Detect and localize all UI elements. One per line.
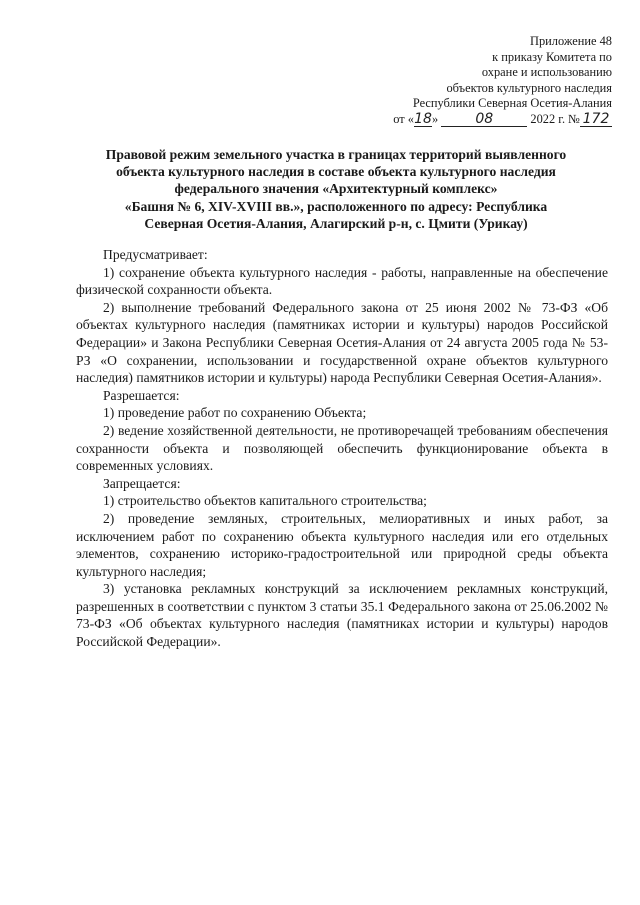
- appendix-header: [352, 34, 612, 128]
- section-heading-prohibited: Запрещается:: [103, 475, 181, 491]
- section-heading-allowed: Разрешается:: [103, 387, 180, 403]
- appendix-line: к приказу Комитета по: [492, 49, 612, 64]
- order-date-line: [352, 112, 612, 128]
- paragraph: 2) ведение хозяйственной деятельности, не противоречащей требованиям обеспечения сохранности объекта и позволяющей обеспечить функционирование объекта в современных условиях.: [76, 422, 608, 474]
- handwritten-number: 172: [580, 113, 612, 127]
- appendix-line: объектов культурного наследия: [446, 80, 612, 95]
- title-line: федерального значения «Архитектурный комплекс»: [174, 181, 498, 197]
- paragraph: 1) строительство объектов капитального строительства;: [103, 493, 427, 509]
- paragraph: 3) установка рекламных конструкций за исключением рекламных конструкций, разрешенных в соответствии с пунктом 3 статьи 35.1 Федерального закона от 25.06.2002 № 73-ФЗ «Об объектах культурного наследия (памятниках истории и культуры) народов Российской Федерации».: [76, 581, 608, 650]
- appendix-line: Республики Северная Осетия-Алания: [412, 96, 612, 111]
- paragraph: 2) выполнение требований Федерального закона от 25 июня 2002 № 73-ФЗ «Об объектах культурного наследия (памятниках истории и культуры) народов Российской Федерации» и Закона Республики Северная Осетия-Алания от 24 августа 2005 года № 53-РЗ «О сохранении, использовании и государственной охране объектов культурного наследия) памятников истории и культуры) народа Республики Северная Осетия-Алания».: [76, 299, 608, 386]
- date-mid: »: [431, 111, 439, 126]
- year-and-number-label: 2022 г. №: [530, 111, 580, 126]
- date-prefix: от «: [393, 111, 414, 126]
- title-line: «Башня № 6, XIV-XVIII вв.», расположенного по адресу: Республика: [124, 198, 548, 214]
- document-body: [76, 246, 608, 651]
- section-heading-provides: Предусматривает:: [103, 247, 208, 262]
- title-line: Правовой режим земельного участка в границах территорий выявленного: [105, 147, 567, 162]
- title-line: объекта культурного наследия в составе объекта культурного наследия: [116, 164, 556, 180]
- paragraph: 1) сохранение объекта культурного наследия - работы, направленные на обеспечение физической сохранности объекта.: [76, 264, 608, 298]
- appendix-line: охране и использованию: [481, 65, 612, 80]
- appendix-line: Приложение 48: [530, 34, 612, 48]
- paragraph: 2) проведение земляных, строительных, мелиоративных и иных работ, за исключением работ по сохранению объекта культурного наследия или его отдельных элементов, сохранению историко-градостроительной или природной среды объекта культурного наследия;: [76, 510, 608, 579]
- handwritten-month: 08: [441, 113, 527, 127]
- title-line: Северная Осетия-Алания, Алагирский р-н, с. Цмити (Урикау): [144, 215, 528, 231]
- handwritten-day: 18: [414, 110, 432, 127]
- document-title: [76, 146, 596, 232]
- paragraph: 1) проведение работ по сохранению Объекта;: [103, 405, 367, 421]
